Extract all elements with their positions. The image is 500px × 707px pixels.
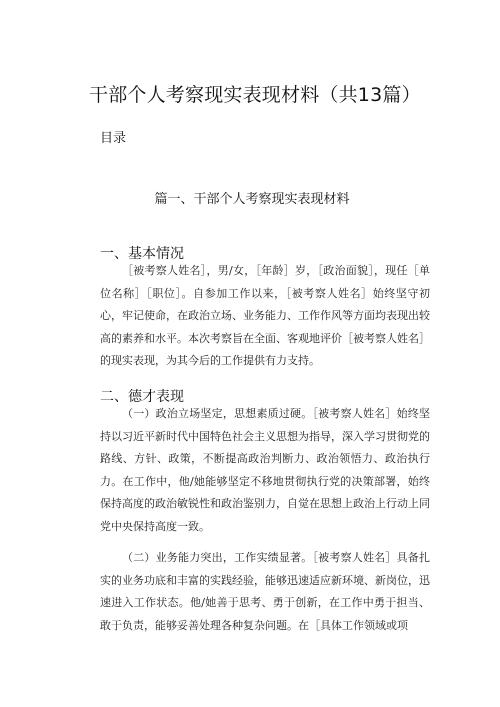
table-of-contents-label: 目录 [100, 131, 127, 146]
paragraph-political-stance: （一）政治立场坚定，思想素质过硬。［被考察人姓名］始终坚持以习近平新时代中国特色社会主义思想为指导，深入学习贯彻党的路线、方针、政策，不断提高政治判断力、政治领悟力、政治执行力。在工作中，他/她能够坚定不移地贯彻执行党的决策部署，始终保持高度的政治敏锐性和政治鉴别力，自觉在思想上政治上行动上同党中央保持高度一致。 [100, 407, 430, 533]
section-heading-performance: 二、德才表现 [100, 389, 184, 405]
paragraph-work-ability: （二）业务能力突出，工作实绩显著。［被考察人姓名］具备扎实的业务功底和丰富的实践经验，能够迅速适应新环境、新岗位，迅速进入工作状态。他/她善于思考、勇于创新，在工作中勇于担当、敢于负责，能够妥善处理各种复杂问题。在［具体工作领域或项 [100, 551, 430, 632]
chapter-title: 篇一、干部个人考察现实表现材料 [154, 192, 350, 207]
section-heading-basic-info: 一、基本情况 [100, 246, 184, 262]
paragraph-basic-info: ［被考察人姓名］，男/女，［年龄］岁，［政治面貌］，现任［单位名称］［职位］。自参加工作以来，［被考察人姓名］始终坚守初心，牢记使命，在政治立场、业务能力、工作作风等方面均表现出较高的素养和水平。本次考察旨在全面、客观地评价［被考察人姓名］的现实表现，为其今后的工作提供有力支持。 [100, 264, 430, 367]
document-title: 干部个人考察现实表现材料（共13篇） [89, 84, 421, 106]
